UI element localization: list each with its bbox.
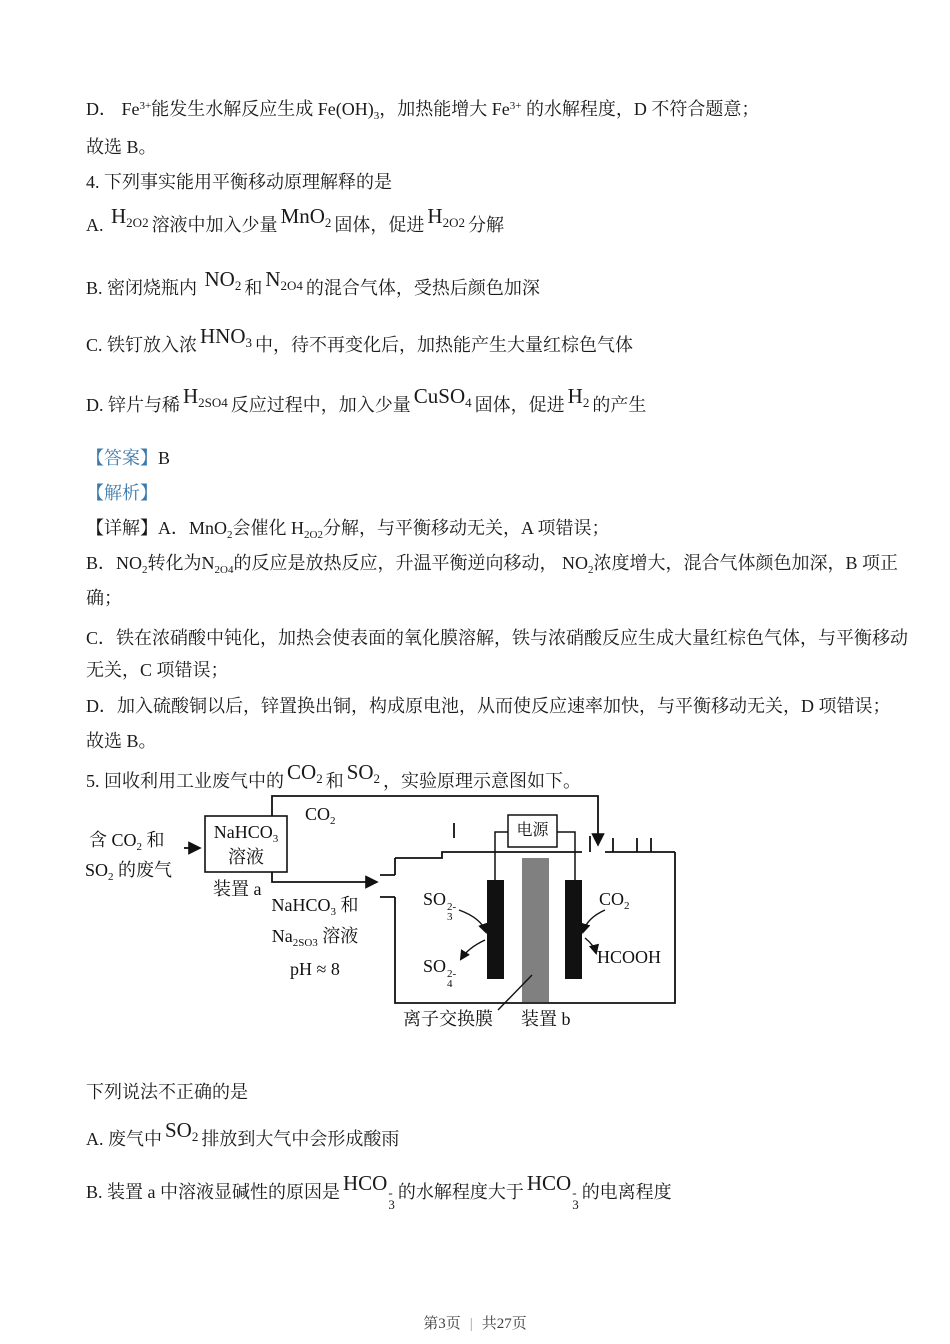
question-5-prompt: 下列说法不正确的是 <box>86 1082 248 1102</box>
label-sulfate-ion: SO 2- 4 <box>423 956 457 990</box>
label-solution: 溶液 <box>228 847 264 867</box>
label-ph-value: pH ≈ 8 <box>290 959 340 979</box>
detail-line-c-wrap: 无关，C 项错误； <box>86 660 229 680</box>
label-waste-gas-2: $SO_2$ 的废气 <box>85 860 173 883</box>
analysis-label: 【解析】 <box>86 483 158 503</box>
explanation-line-d: D． $Fe^{3+}$能发生水解反应生成 $Fe(OH)_3$，加热能增大 $Fe^{3+}$ 的水解程度，D 不符合题意； <box>86 99 760 122</box>
label-device-a: 装置 a <box>213 879 262 899</box>
detail-line-c: C．铁在浓硝酸中钝化，加热会使表面的氧化膜溶解，铁与浓硝酸反应生成大量红棕色气体，与平衡移动 <box>86 628 909 648</box>
detail-line-a: 【详解】A．MnO$_2$会催化 $H_{2O2}$分解，与平衡移动无关，A 项错误； <box>86 518 610 541</box>
question-4-option-c: C. 铁钉放入浓 $HNO_3$ 中，待不再变化后，加热能产生大量红棕色气体 <box>86 324 634 355</box>
question-4-stem: 4. 下列事实能用平衡移动原理解释的是 <box>86 172 392 192</box>
question-5-option-b: B. 装置 a 中溶液显碱性的原因是 HCO - 3 的水解程度大于 HCO - 3 的电离程度 <box>86 1171 672 1212</box>
experiment-diagram <box>85 788 725 1048</box>
answer-label: 【答案】B <box>86 448 171 468</box>
question-5-option-a: A. 废气中 $SO_2$ 排放到大气中会形成酸雨 <box>86 1118 400 1149</box>
right-electrode <box>565 880 582 979</box>
label-power-supply: 电源 <box>516 822 549 839</box>
left-electrode <box>487 880 504 979</box>
footer-separator: | <box>469 1316 473 1332</box>
label-sulfite-ion: SO 2- 3 <box>423 889 457 923</box>
detail-line-b-wrap: 确； <box>86 588 122 608</box>
detail-line-b: B．$NO_2$转化为$N_{2O4}$的反应是放热反应，升温平衡逆向移动， $NO_2$浓度增大，混合气体颜色加深，B 项正 <box>86 553 898 576</box>
device-a-outflow-arrow <box>272 872 376 882</box>
question-4-option-d: D. 锌片与稀 $H_{2SO4}$ 反应过程中，加入少量 CuSO$_4$ 固体，促进 $H_2$ 的产生 <box>86 384 647 415</box>
conclusion-choose-b-1: 故选 B。 <box>86 137 157 157</box>
total-pages: 共27页 <box>481 1316 527 1332</box>
detail-line-d: D．加入硫酸铜以后，锌置换出铜，构成原电池，从而使反应速率加快，与平衡移动无关，D 项错误； <box>86 696 891 716</box>
label-ion-membrane: 离子交换膜 <box>403 1009 493 1029</box>
label-hcooh-product: HCOOH <box>597 947 662 967</box>
label-nahco3: NaHCO$_3$ <box>213 822 279 845</box>
page-number: 第3页 <box>423 1316 461 1332</box>
label-co2-recycle: $CO_2$ <box>305 804 336 827</box>
question-4-option-a: A. $H_{2O2}$ 溶液中加入少量 MnO$_2$ 固体，促进 $H_{2O2}$ 分解 <box>86 204 504 235</box>
question-4-option-b: B. 密闭烧瓶内 $NO_2$ 和 $N_{2O4}$ 的混合气体，受热后颜色加深 <box>86 267 540 298</box>
label-solution-mix-2: $Na_{2SO3}$ 溶液 <box>271 926 359 949</box>
label-waste-gas-1: 含 $CO_2$ 和 <box>89 830 165 853</box>
question-5-stem: 5. 回收利用工业废气中的 $CO_2$ 和 $SO_2$ ，实验原理示意图如下。 <box>86 760 582 791</box>
label-device-b: 装置 b <box>521 1009 571 1029</box>
label-co2-cathode: $CO_2$ <box>599 889 630 912</box>
label-solution-mix-1: NaHCO$_3$ 和 <box>271 895 359 918</box>
page-footer <box>0 1312 950 1333</box>
conclusion-choose-b-2: 故选 B。 <box>86 731 157 751</box>
